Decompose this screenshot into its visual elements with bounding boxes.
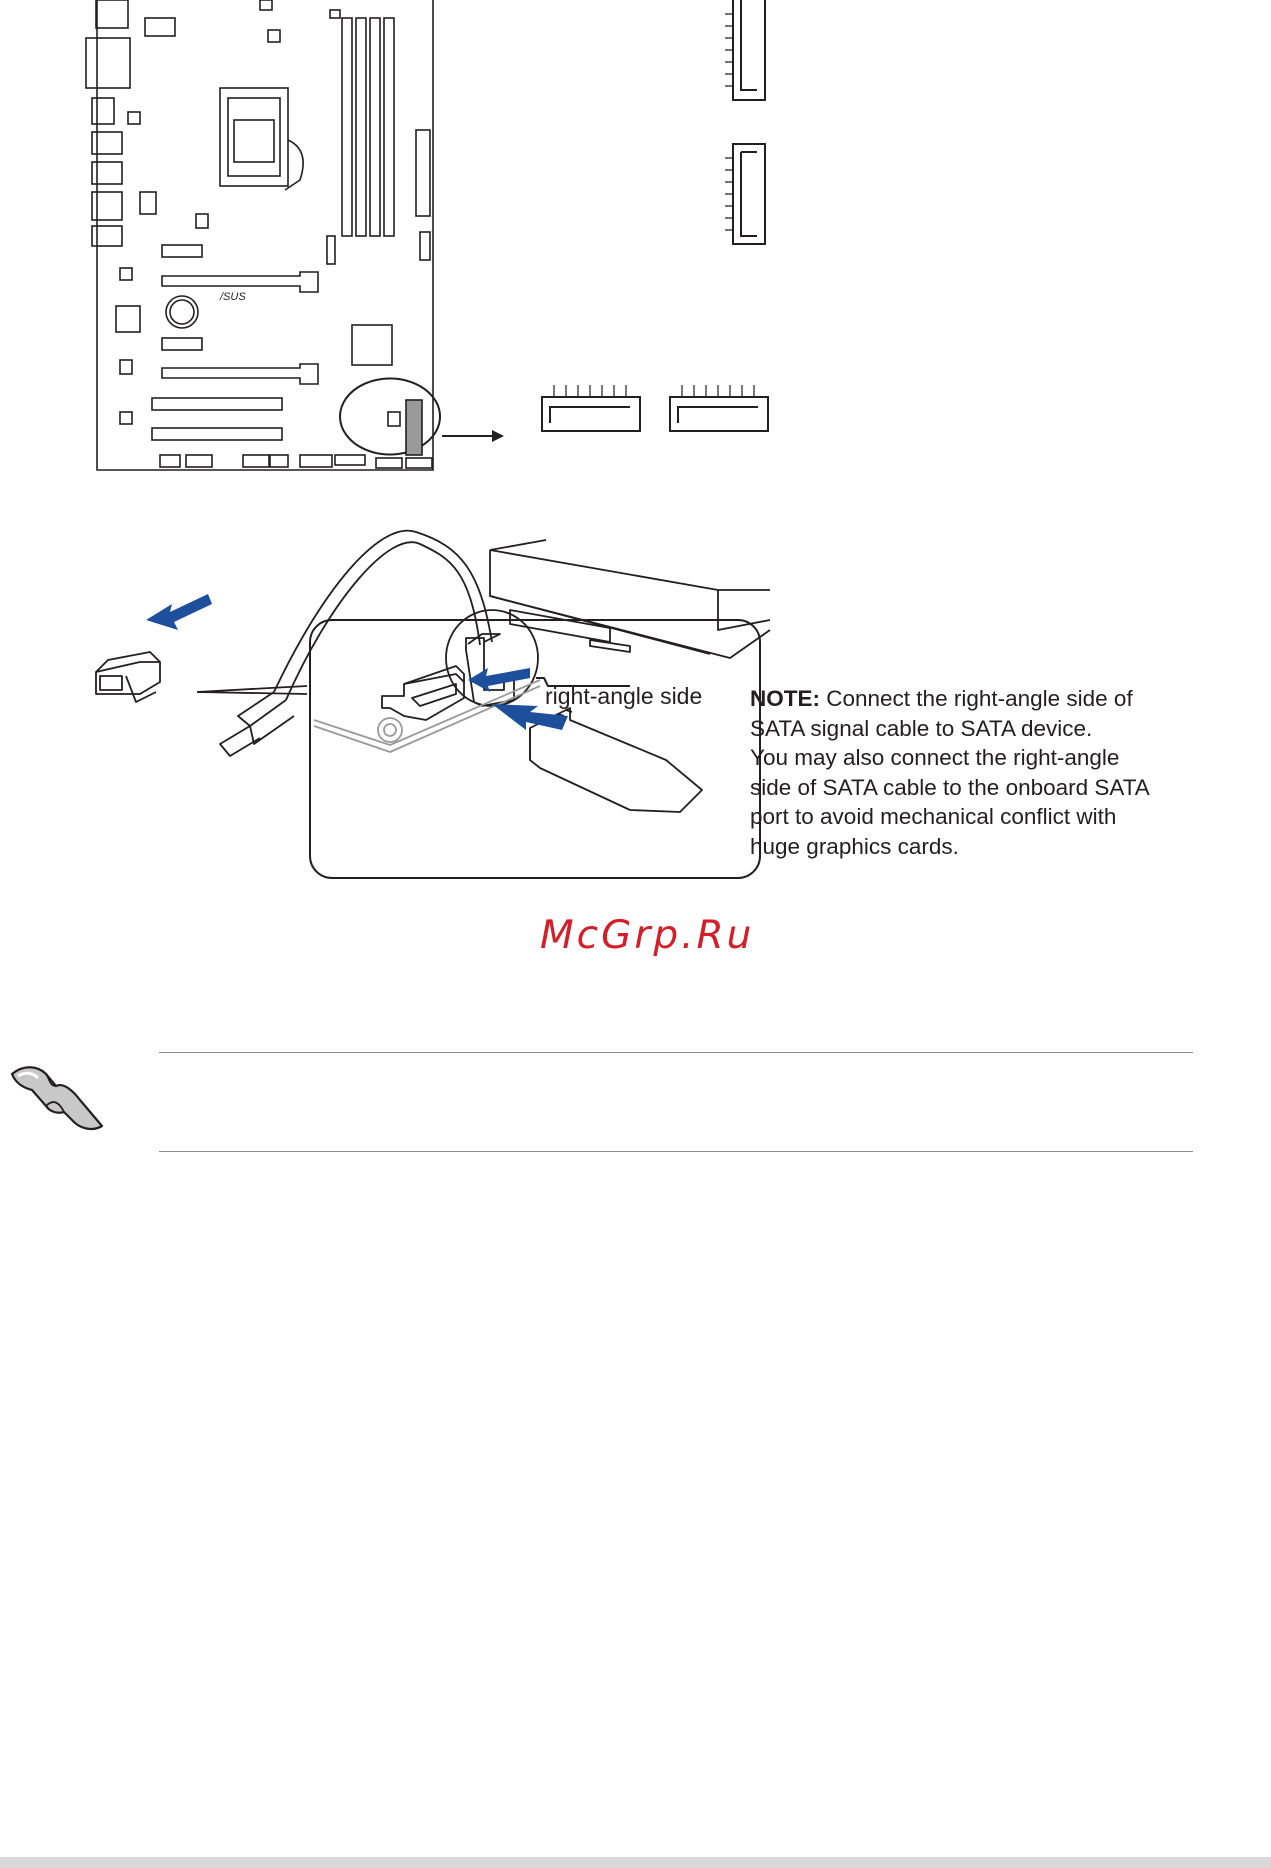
sata-connector-vertical-top <box>725 0 775 110</box>
note-line-1: Connect the right-angle side of <box>820 686 1133 711</box>
note-line-4: side of SATA cable to the onboard SATA <box>750 774 1150 800</box>
watermark: McGrp.Ru <box>540 913 755 958</box>
note-heading: NOTE: <box>750 686 820 711</box>
caution-hand-icon <box>4 1052 104 1132</box>
sata-cable-illustration <box>90 530 770 950</box>
caution-rule-bottom <box>159 1151 1193 1152</box>
note-paragraph <box>750 684 1220 861</box>
sata-connector-horizontal-left <box>540 385 650 435</box>
note-line-3: You may also connect the right-angle <box>750 745 1120 770</box>
note-line-2: SATA signal cable to SATA device. <box>750 715 1093 741</box>
sata-connector-horizontal-right <box>668 385 778 435</box>
page-footer-band <box>0 1857 1271 1868</box>
sata-connector-vertical-bottom <box>725 144 775 254</box>
motherboard-diagram <box>90 0 540 480</box>
caution-rule-top <box>159 1052 1193 1053</box>
note-line-6: huge graphics cards. <box>750 833 959 859</box>
board-logo: /SUS <box>220 291 246 303</box>
right-angle-label: right-angle side <box>545 683 703 709</box>
note-line-5: port to avoid mechanical conflict with <box>750 804 1117 829</box>
